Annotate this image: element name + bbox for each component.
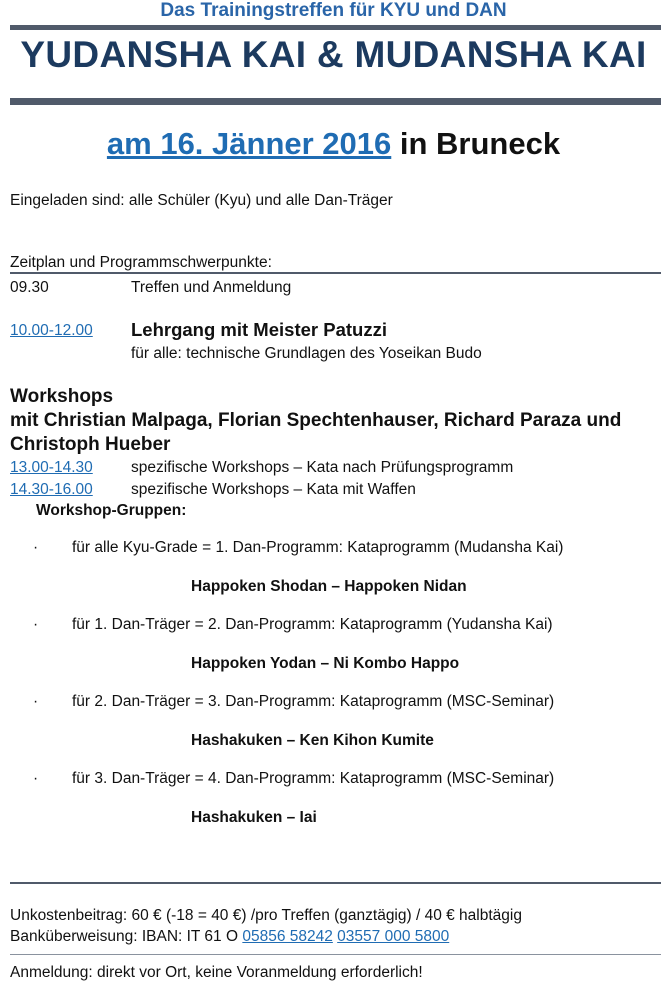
header-rule-top — [10, 25, 661, 30]
group-text-4: für 3. Dan-Träger = 4. Dan-Programm: Kataprogramm (MSC-Seminar) — [72, 770, 555, 787]
footer-rule-bottom — [10, 954, 661, 955]
workshop-time-link-1[interactable]: 13.00-14.30 — [10, 459, 93, 476]
group-text-3: für 2. Dan-Träger = 3. Dan-Programm: Kataprogramm (MSC-Seminar) — [72, 693, 555, 710]
group-kata-3: Hashakuken – Ken Kihon Kumite — [191, 732, 434, 749]
workshops-trainers-line-1: mit Christian Malpaga, Florian Spechtenhauser, Richard Paraza und — [10, 410, 622, 431]
bank-line — [10, 928, 449, 946]
workshops-trainers-line-2: Christoph Hueber — [10, 434, 171, 455]
lehrgang-title: Lehrgang mit Meister Patuzzi — [131, 319, 387, 340]
group-kata-2: Happoken Yodan – Ni Kombo Happo — [191, 655, 460, 672]
page-title: YUDANSHA KAI & MUDANSHA KAI — [20, 34, 647, 75]
workshop-text-2: spezifische Workshops – Kata mit Waffen — [131, 481, 416, 498]
registration-text: Anmeldung: direkt vor Ort, keine Voranmeldung erforderlich! — [10, 964, 423, 981]
workshops-heading: Workshops — [10, 386, 114, 407]
header-rule-bottom — [10, 98, 661, 105]
bullet-2: · — [33, 616, 39, 633]
group-text-2: für 1. Dan-Träger = 2. Dan-Programm: Kataprogramm (Yudansha Kai) — [72, 616, 553, 633]
subtitle: Das Trainingstreffen für KYU und DAN — [160, 0, 507, 21]
bank-prefix: Banküberweisung: IBAN: IT 61 O — [10, 928, 243, 945]
schedule-time-1: 09.30 — [10, 279, 49, 296]
invite-text: Eingeladen sind: alle Schüler (Kyu) und alle Dan-Träger — [10, 192, 393, 209]
bank-link-1[interactable]: 05856 58242 — [242, 928, 333, 945]
lehrgang-subtext: für alle: technische Grundlagen des Yoseikan Budo — [131, 345, 482, 362]
footer-rule-top — [10, 882, 661, 884]
bullet-4: · — [33, 770, 39, 787]
workshop-time-link-2[interactable]: 14.30-16.00 — [10, 481, 93, 498]
group-kata-1: Happoken Shodan – Happoken Nidan — [191, 578, 467, 595]
date-link[interactable]: am 16. Jänner 2016 — [106, 126, 392, 161]
bullet-3: · — [33, 693, 39, 710]
workshop-groups-label: Workshop-Gruppen: — [36, 502, 187, 519]
schedule-time-link-2[interactable]: 10.00-12.00 — [10, 322, 93, 339]
fee-text: Unkostenbeitrag: 60 € (-18 = 40 €) /pro Treffen (ganztägig) / 40 € halbtägig — [10, 907, 522, 924]
bank-link-2[interactable]: 03557 000 5800 — [337, 928, 450, 945]
workshop-text-1: spezifische Workshops – Kata nach Prüfungsprogramm — [131, 459, 514, 476]
schedule-heading: Zeitplan und Programmschwerpunkte: — [10, 254, 272, 271]
group-kata-4: Hashakuken – Iai — [191, 809, 317, 826]
location-text: in Bruneck — [391, 126, 561, 161]
event-date — [0, 126, 667, 162]
bullet-1: · — [33, 539, 39, 556]
schedule-rule — [10, 272, 661, 274]
group-text-1: für alle Kyu-Grade = 1. Dan-Programm: Kataprogramm (Mudansha Kai) — [72, 539, 564, 556]
schedule-text-1: Treffen und Anmeldung — [131, 279, 292, 296]
